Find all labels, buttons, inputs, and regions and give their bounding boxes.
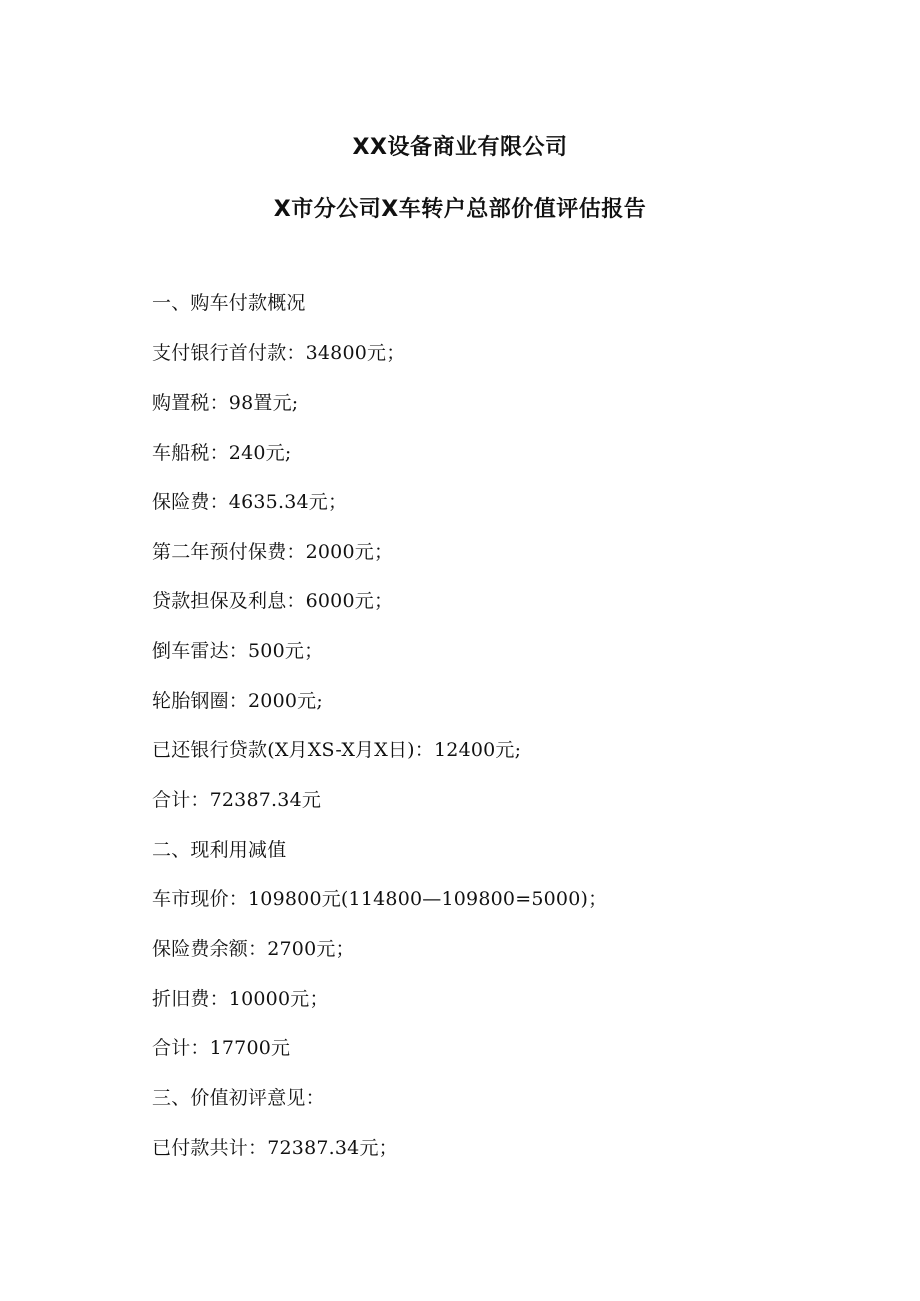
line-down-payment: 支付银行首付款：34800元； [152, 342, 406, 364]
line-total-paid: 已付款共计：72387.34元； [152, 1137, 398, 1159]
section-heading-depreciation: 二、现利用减值 [152, 839, 287, 861]
line-prepaid-insurance: 第二年预付保费：2000元； [152, 541, 394, 563]
company-title: XX设备商业有限公司 [352, 135, 568, 160]
line-depreciation: 折旧费：10000元； [152, 988, 329, 1010]
line-tire-rims: 轮胎钢圈：2000元; [152, 690, 323, 712]
line-loan-guarantee: 贷款担保及利息：6000元； [152, 590, 394, 612]
report-title: X市分公司X车转户总部价值评估报告 [273, 197, 647, 222]
line-loan-repaid: 已还银行贷款(X月XS-X月X日)：12400元; [152, 739, 522, 761]
section-heading-opinion: 三、价值初评意见： [152, 1087, 325, 1109]
section-heading-purchase: 一、购车付款概况 [152, 292, 306, 314]
line-market-price: 车市现价：109800元(114800—109800=5000)； [152, 888, 608, 910]
line-reverse-radar: 倒车雷达：500元； [152, 640, 324, 662]
line-vehicle-tax: 车船税：240元; [152, 442, 292, 464]
line-insurance-balance: 保险费余额：2700元； [152, 938, 355, 960]
line-subtotal-1: 合计：72387.34元 [152, 789, 322, 811]
line-purchase-tax: 购置税：98置元; [152, 392, 299, 414]
line-subtotal-2: 合计：17700元 [152, 1037, 291, 1059]
line-insurance: 保险费：4635.34元； [152, 491, 348, 513]
